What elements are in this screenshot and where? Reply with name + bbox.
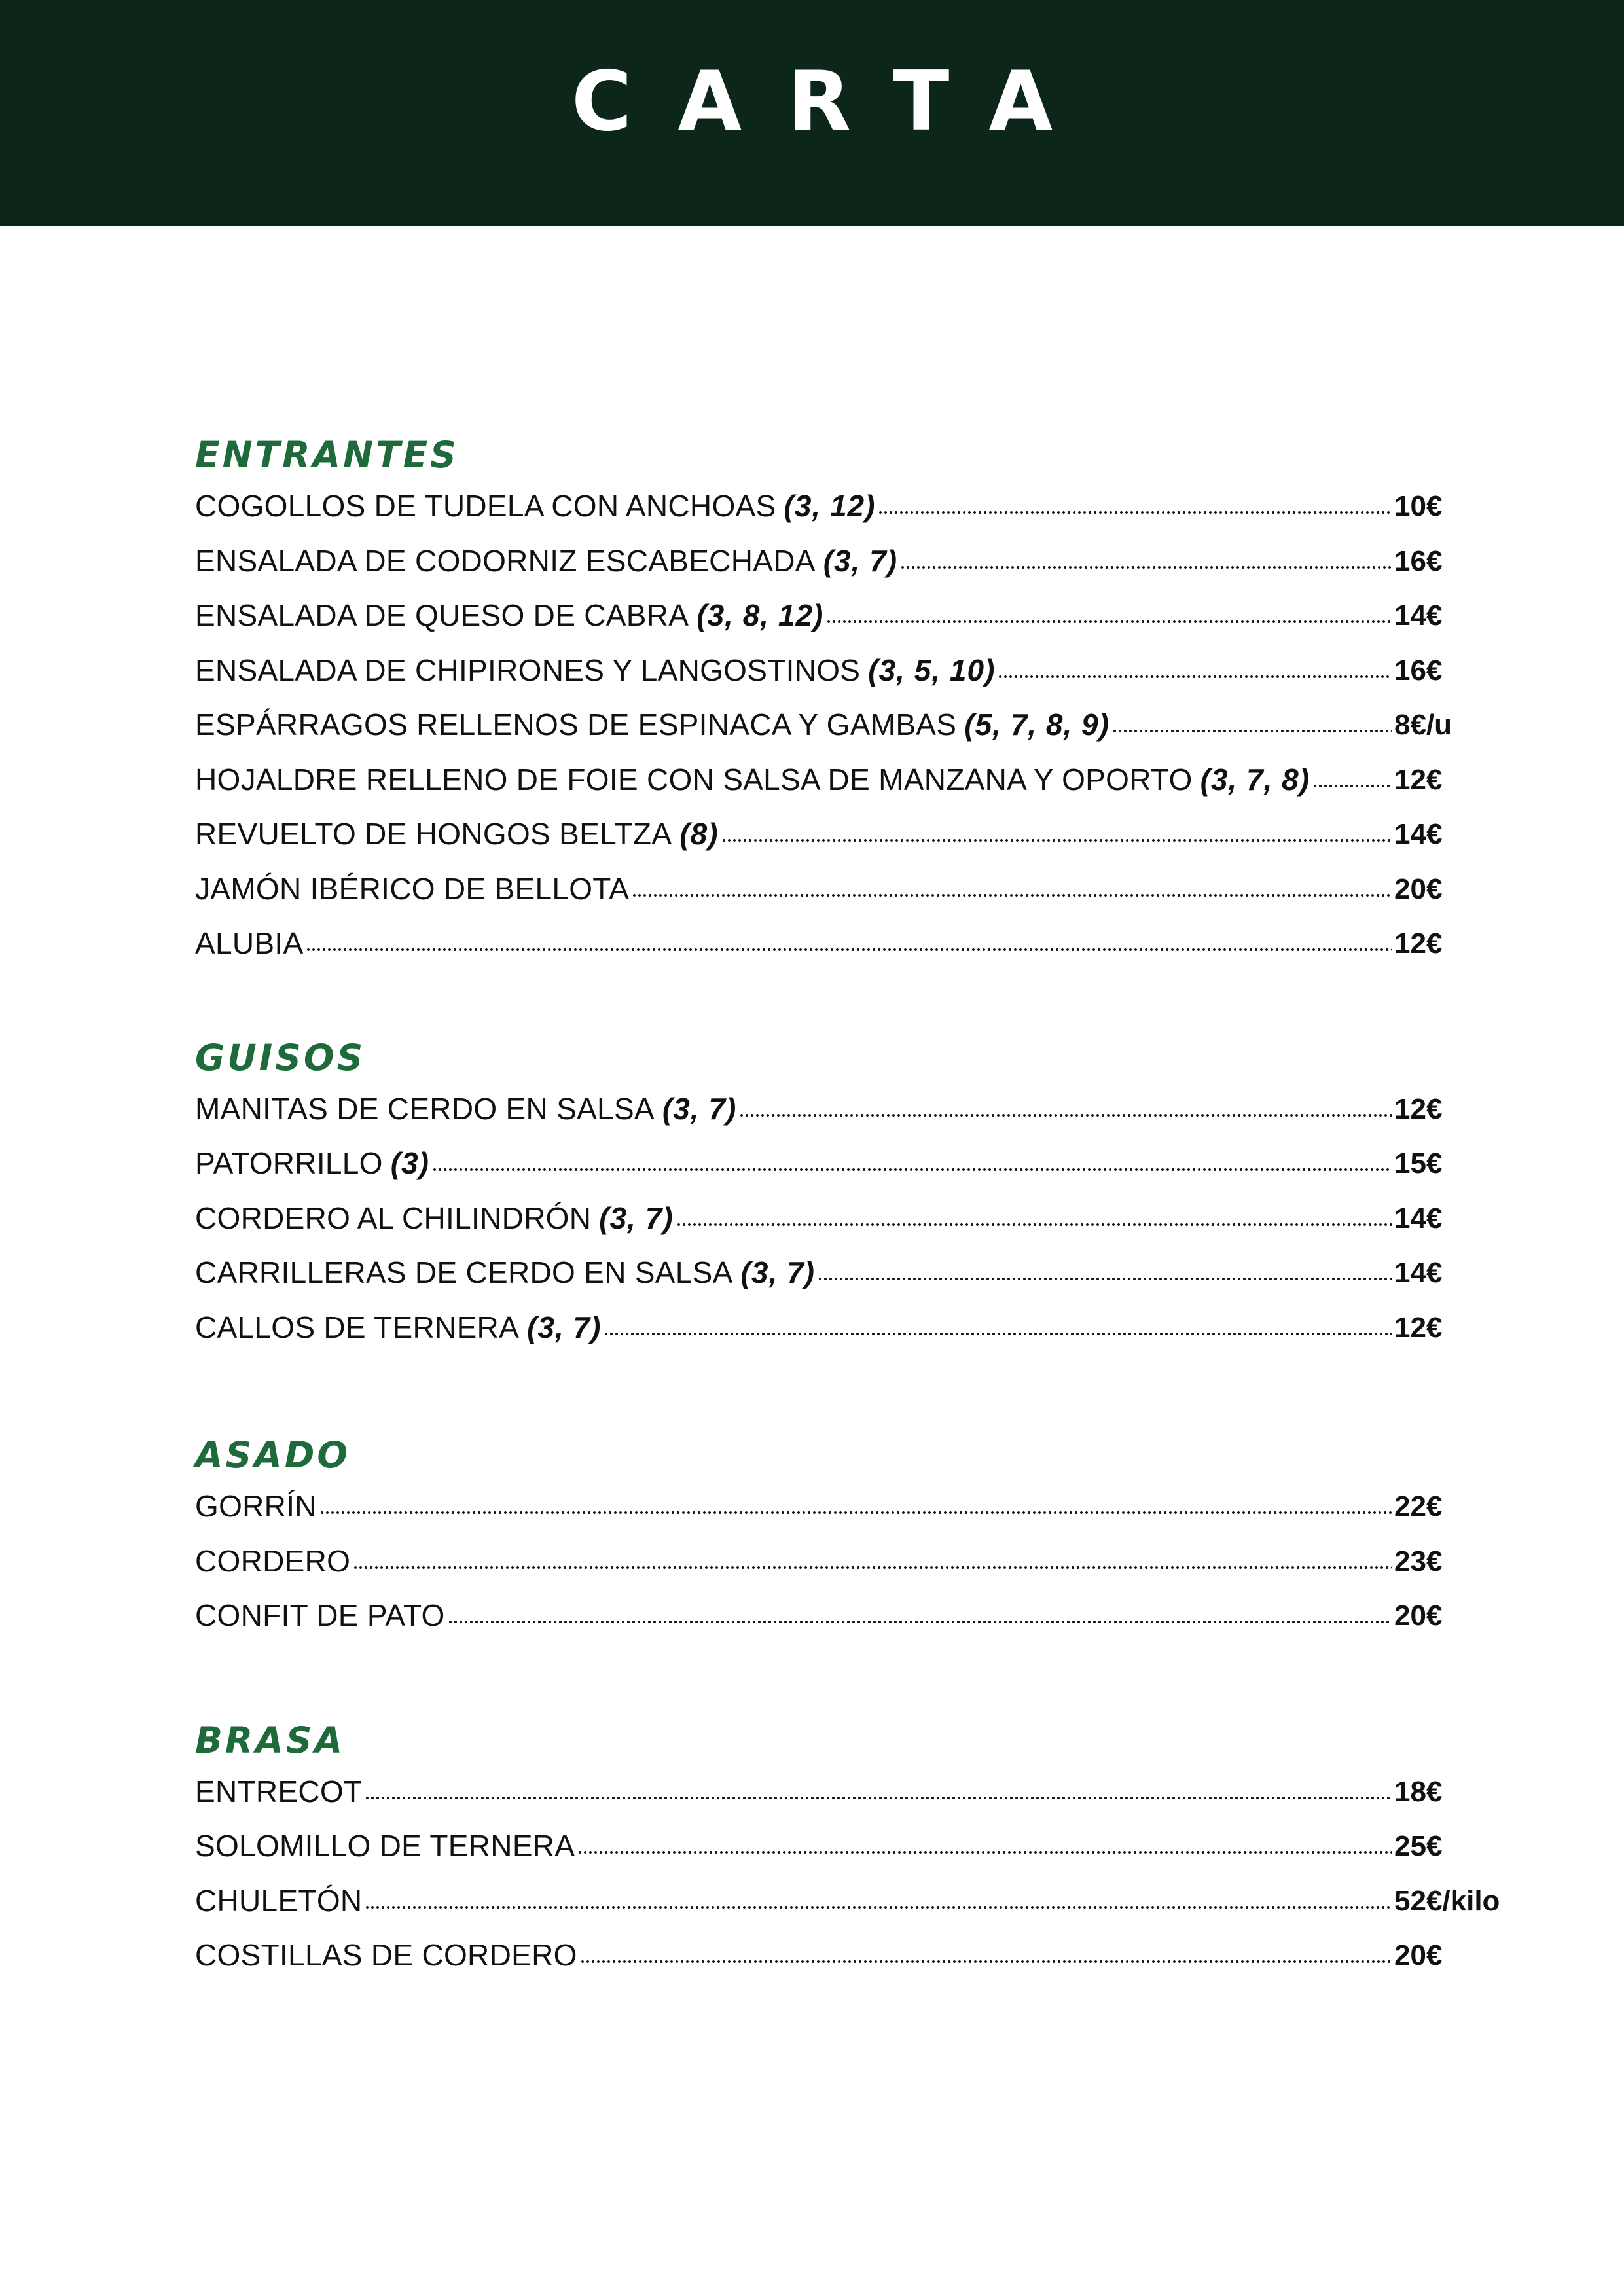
dot-leader [998,674,1392,679]
menu-item [195,1588,1524,1643]
menu-item [195,753,1524,808]
item-allergens: (3, 12) [784,489,876,523]
item-name: SOLOMILLO DE TERNERA [195,1829,575,1863]
item-price: 23€ [1394,1545,1443,1577]
page-title: CARTA [571,53,1099,149]
item-name: JAMÓN IBÉRICO DE BELLOTA [195,871,630,906]
dot-leader [878,510,1392,515]
item-name: CORDERO AL CHILINDRÓN [195,1200,592,1235]
section-spacer [195,971,1524,1022]
item-allergens: (3, 5, 10) [868,653,996,687]
menu-item [195,916,1524,971]
item-allergens: (3, 7) [823,543,898,578]
menu-item [195,588,1524,643]
item-allergens: (3, 7) [740,1255,815,1289]
dot-leader [1112,728,1392,734]
item-allergens: (5, 7, 8, 9) [964,708,1110,742]
dot-leader [353,1565,1392,1570]
item-price: 15€ [1394,1147,1443,1179]
section-title: ASADO [195,1434,351,1476]
item-name: MANITAS DE CERDO EN SALSA [195,1091,655,1126]
section-brasa [195,1704,1524,1983]
item-name: HOJALDRE RELLENO DE FOIE CON SALSA DE MANZANA Y OPORTO [195,762,1193,797]
section-asado [195,1419,1524,1643]
menu-item [195,1191,1524,1246]
dot-leader [739,1113,1392,1118]
item-price: 18€ [1394,1775,1443,1808]
item-name: ENTRECOT [195,1774,363,1808]
header-banner [0,0,1624,226]
dot-leader [676,1222,1392,1227]
dot-leader [577,1850,1392,1855]
item-price: 20€ [1394,1939,1443,1971]
item-price: 14€ [1394,1202,1443,1234]
item-name: COSTILLAS DE CORDERO [195,1938,577,1972]
dot-leader [448,1619,1392,1624]
dot-leader [632,893,1392,898]
item-name: ALUBIA [195,926,304,960]
item-name: CALLOS DE TERNERA [195,1310,520,1344]
menu-item [195,1300,1524,1355]
item-name: REVUELTO DE HONGOS BELTZA [195,817,672,851]
item-price: 25€ [1394,1830,1443,1862]
menu-item [195,1534,1524,1589]
item-name: ENSALADA DE CHIPIRONES Y LANGOSTINOS [195,653,861,687]
menu-item [195,862,1524,917]
menu-item [195,1082,1524,1137]
item-allergens: (3, 8, 12) [696,598,824,632]
section-entrantes [195,419,1524,971]
dot-leader [1312,783,1392,789]
item-name: GORRÍN [195,1489,317,1523]
item-name: CONFIT DE PATO [195,1598,445,1632]
menu-item [195,534,1524,589]
section-title: BRASA [195,1719,346,1761]
item-name: ENSALADA DE CODORNIZ ESCABECHADA [195,543,816,578]
dot-leader [721,838,1392,843]
menu-item [195,1765,1524,1820]
item-price: 12€ [1394,927,1443,960]
item-name: CORDERO [195,1543,351,1578]
menu-item [195,1874,1524,1929]
item-allergens: (3, 7, 8) [1200,762,1310,797]
item-allergens: (3) [390,1146,429,1180]
item-name: CARRILLERAS DE CERDO EN SALSA [195,1255,733,1289]
item-allergens: (8) [679,817,719,851]
menu-item [195,807,1524,862]
menu-item [195,1928,1524,1983]
menu-item [195,1136,1524,1191]
item-price: 20€ [1394,872,1443,905]
item-allergens: (3, 7) [662,1091,737,1126]
item-name: ENSALADA DE QUESO DE CABRA [195,598,689,632]
dot-leader [826,619,1392,624]
dot-leader [432,1167,1392,1172]
dot-leader [818,1276,1392,1282]
item-price: 12€ [1394,763,1443,796]
section-guisos [195,1022,1524,1355]
item-price: 14€ [1394,1257,1443,1289]
dot-leader [319,1510,1392,1515]
item-price: 20€ [1394,1600,1443,1632]
item-name: ESPÁRRAGOS RELLENOS DE ESPINACA Y GAMBAS [195,708,957,742]
dot-leader [604,1331,1392,1336]
item-price: 10€ [1394,490,1443,522]
menu-item [195,698,1524,753]
menu [195,419,1524,1983]
item-price: 16€ [1394,654,1443,687]
item-name: PATORRILLO [195,1146,383,1180]
item-price: 12€ [1394,1092,1443,1125]
item-price: 16€ [1394,545,1443,577]
item-price: 14€ [1394,818,1443,850]
item-price: 8€/u [1394,709,1453,741]
section-spacer [195,1643,1524,1704]
menu-item [195,479,1524,534]
menu-item [195,643,1524,698]
section-title: GUISOS [195,1036,366,1079]
dot-leader [580,1959,1392,1964]
item-allergens: (3, 7) [599,1200,674,1235]
item-price: 22€ [1394,1490,1443,1522]
item-price: 14€ [1394,600,1443,632]
dot-leader [365,1905,1392,1910]
item-price: 12€ [1394,1311,1443,1344]
item-allergens: (3, 7) [527,1310,602,1344]
item-price: 52€/kilo [1394,1884,1500,1917]
menu-item [195,1819,1524,1874]
item-name: CHULETÓN [195,1883,363,1918]
menu-item [195,1246,1524,1300]
dot-leader [900,565,1392,570]
section-title: ENTRANTES [195,434,459,476]
item-name: COGOLLOS DE TUDELA CON ANCHOAS [195,489,776,523]
section-spacer [195,1355,1524,1419]
dot-leader [306,947,1392,952]
dot-leader [365,1795,1392,1801]
menu-item [195,1479,1524,1534]
